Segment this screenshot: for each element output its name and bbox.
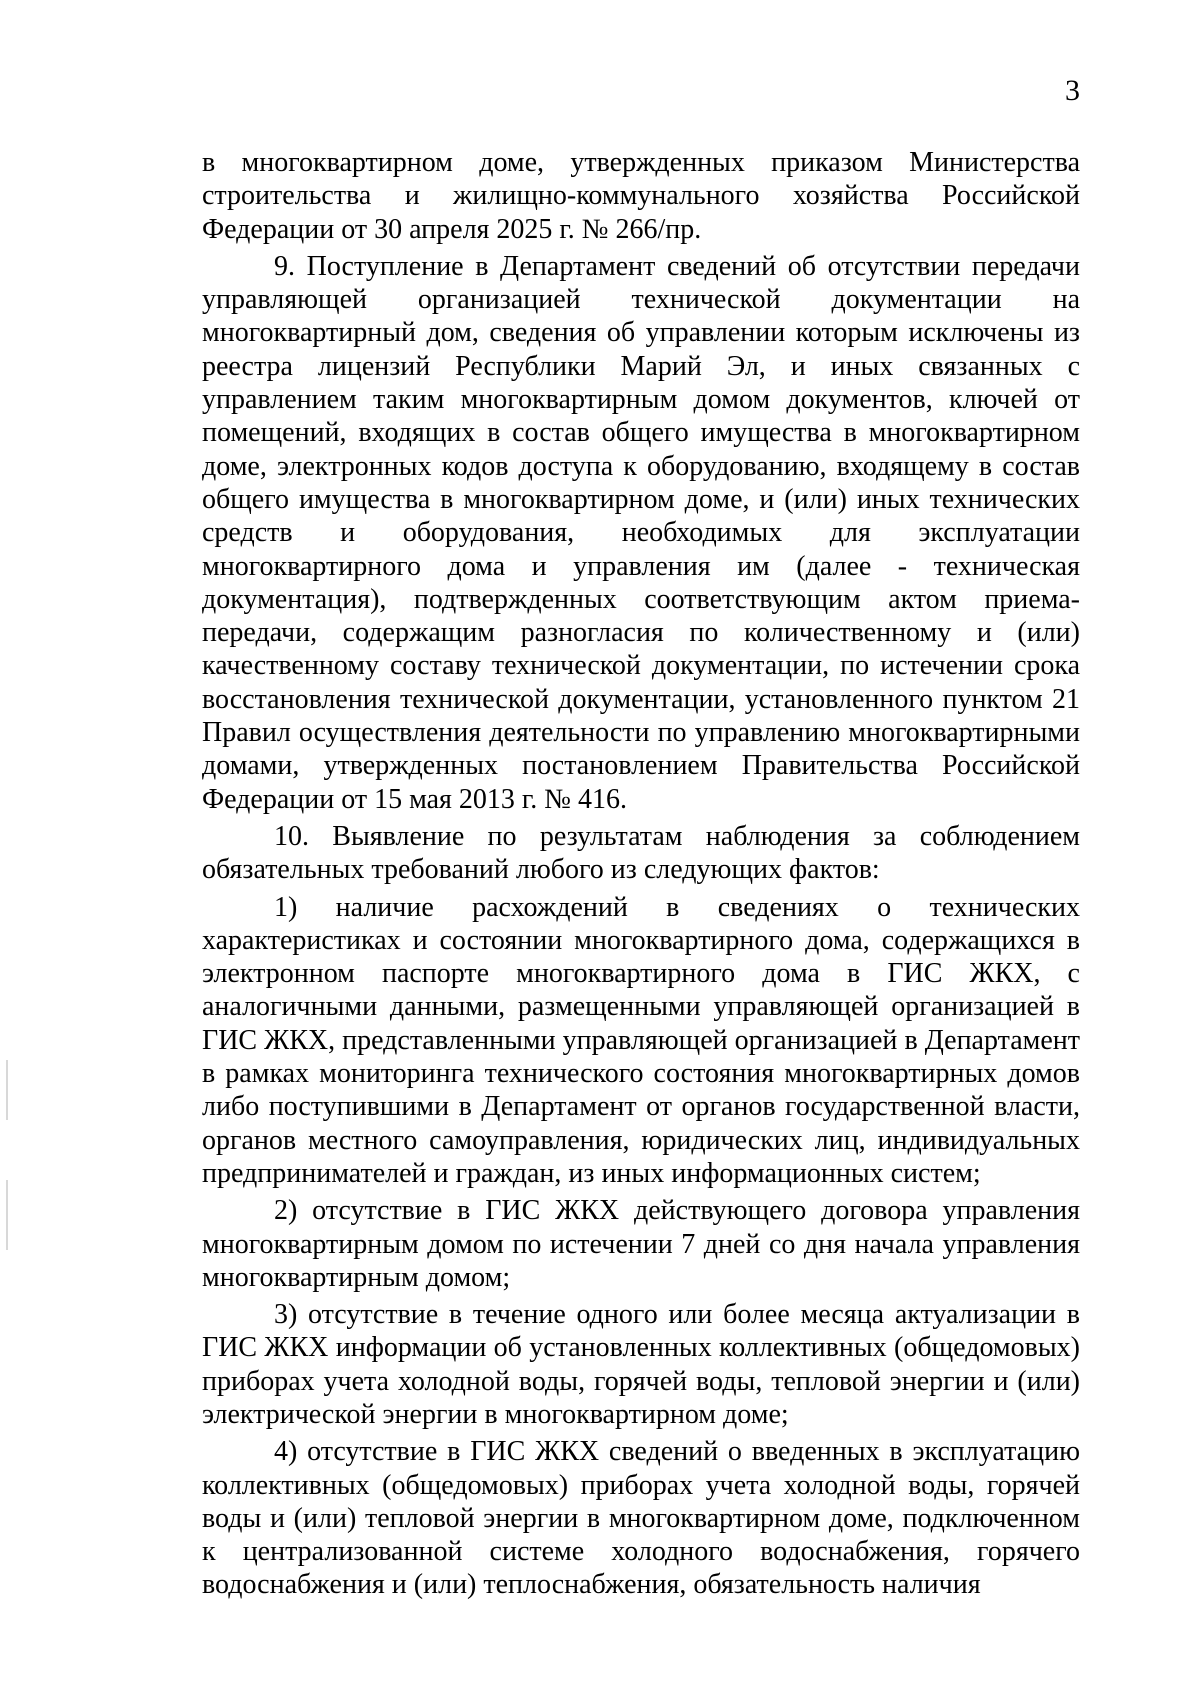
paragraph-item-9: 9. Поступление в Департамент сведений об отсутствии передачи управляющей организацией технической документации на многоквартирный дом, сведения об управлении которым исключены из реестра лицензий Республики Марий Эл, и иных связанных с управлением таким многоквартирным домом документов, ключей от помещений, входящих в состав общего имущества в многоквартирном доме, электронных кодов доступа к оборудованию, входящему в состав общего имущества в многоквартирном доме, и (или) иных технических средств и оборудования, необходимых для эксплуатации многоквартирного дома и управления им (далее - техническая документация), подтвержденных соответствующим актом приема-передачи, содержащим разногласия по количественному и (или) качественному составу технической документации, по истечении срока восстановления технической документации, установленного пунктом 21 Правил осуществления деятельности по управлению многоквартирными домами, утвержденных постановлением Правительства Российской Федерации от 15 мая 2013 г. № 416. bbox=[202, 250, 1080, 815]
subitem-2: 2) отсутствие в ГИС ЖКХ действующего договора управления многоквартирным домом по истечении 7 дней со дня начала управления многоквартирным домом; bbox=[202, 1195, 1080, 1293]
paragraph-continuation: в многоквартирном доме, утвержденных приказом Министерства строительства и жилищно-коммунального хозяйства Российской Федерации от 30 апреля 2025 г. № 266/пр. bbox=[202, 147, 1080, 245]
page-number: 3 bbox=[1065, 74, 1080, 107]
subitem-1: 1) наличие расхождений в сведениях о технических характеристиках и состоянии многоквартирного дома, содержащихся в электронном паспорте многоквартирного дома в ГИС ЖКХ, с аналогичными данными, размещенными управляющей организацией в ГИС ЖКХ, представленными управляющей организацией в Департамент в рамках мониторинга технического состояния многоквартирных домов либо поступившими в Департамент от органов государственной власти, органов местного самоуправления, юридических лиц, индивидуальных предпринимателей и граждан, из иных информационных систем; bbox=[202, 891, 1080, 1189]
subitem-4: 4) отсутствие в ГИС ЖКХ сведений о введенных в эксплуатацию коллективных (общедомовых) приборах учета холодной воды, горячей воды и (или) тепловой энергии в многоквартирном доме, подключенном к централизованной системе холодного водоснабжения, горячего водоснабжения и (или) теплоснабжения, обязательность наличия bbox=[202, 1436, 1080, 1601]
scan-edge-mark bbox=[6, 1060, 8, 1120]
paragraph-item-10: 10. Выявление по результатам наблюдения за соблюдением обязательных требований любого из следующих фактов: bbox=[202, 820, 1080, 886]
document-body bbox=[202, 146, 1080, 1602]
scan-edge-mark bbox=[6, 1180, 8, 1250]
subitem-3: 3) отсутствие в течение одного или более месяца актуализации в ГИС ЖКХ информации об установленных коллективных (общедомовых) приборах учета холодной воды, горячей воды, тепловой энергии и (или) электрической энергии в многоквартирном доме; bbox=[202, 1299, 1080, 1430]
